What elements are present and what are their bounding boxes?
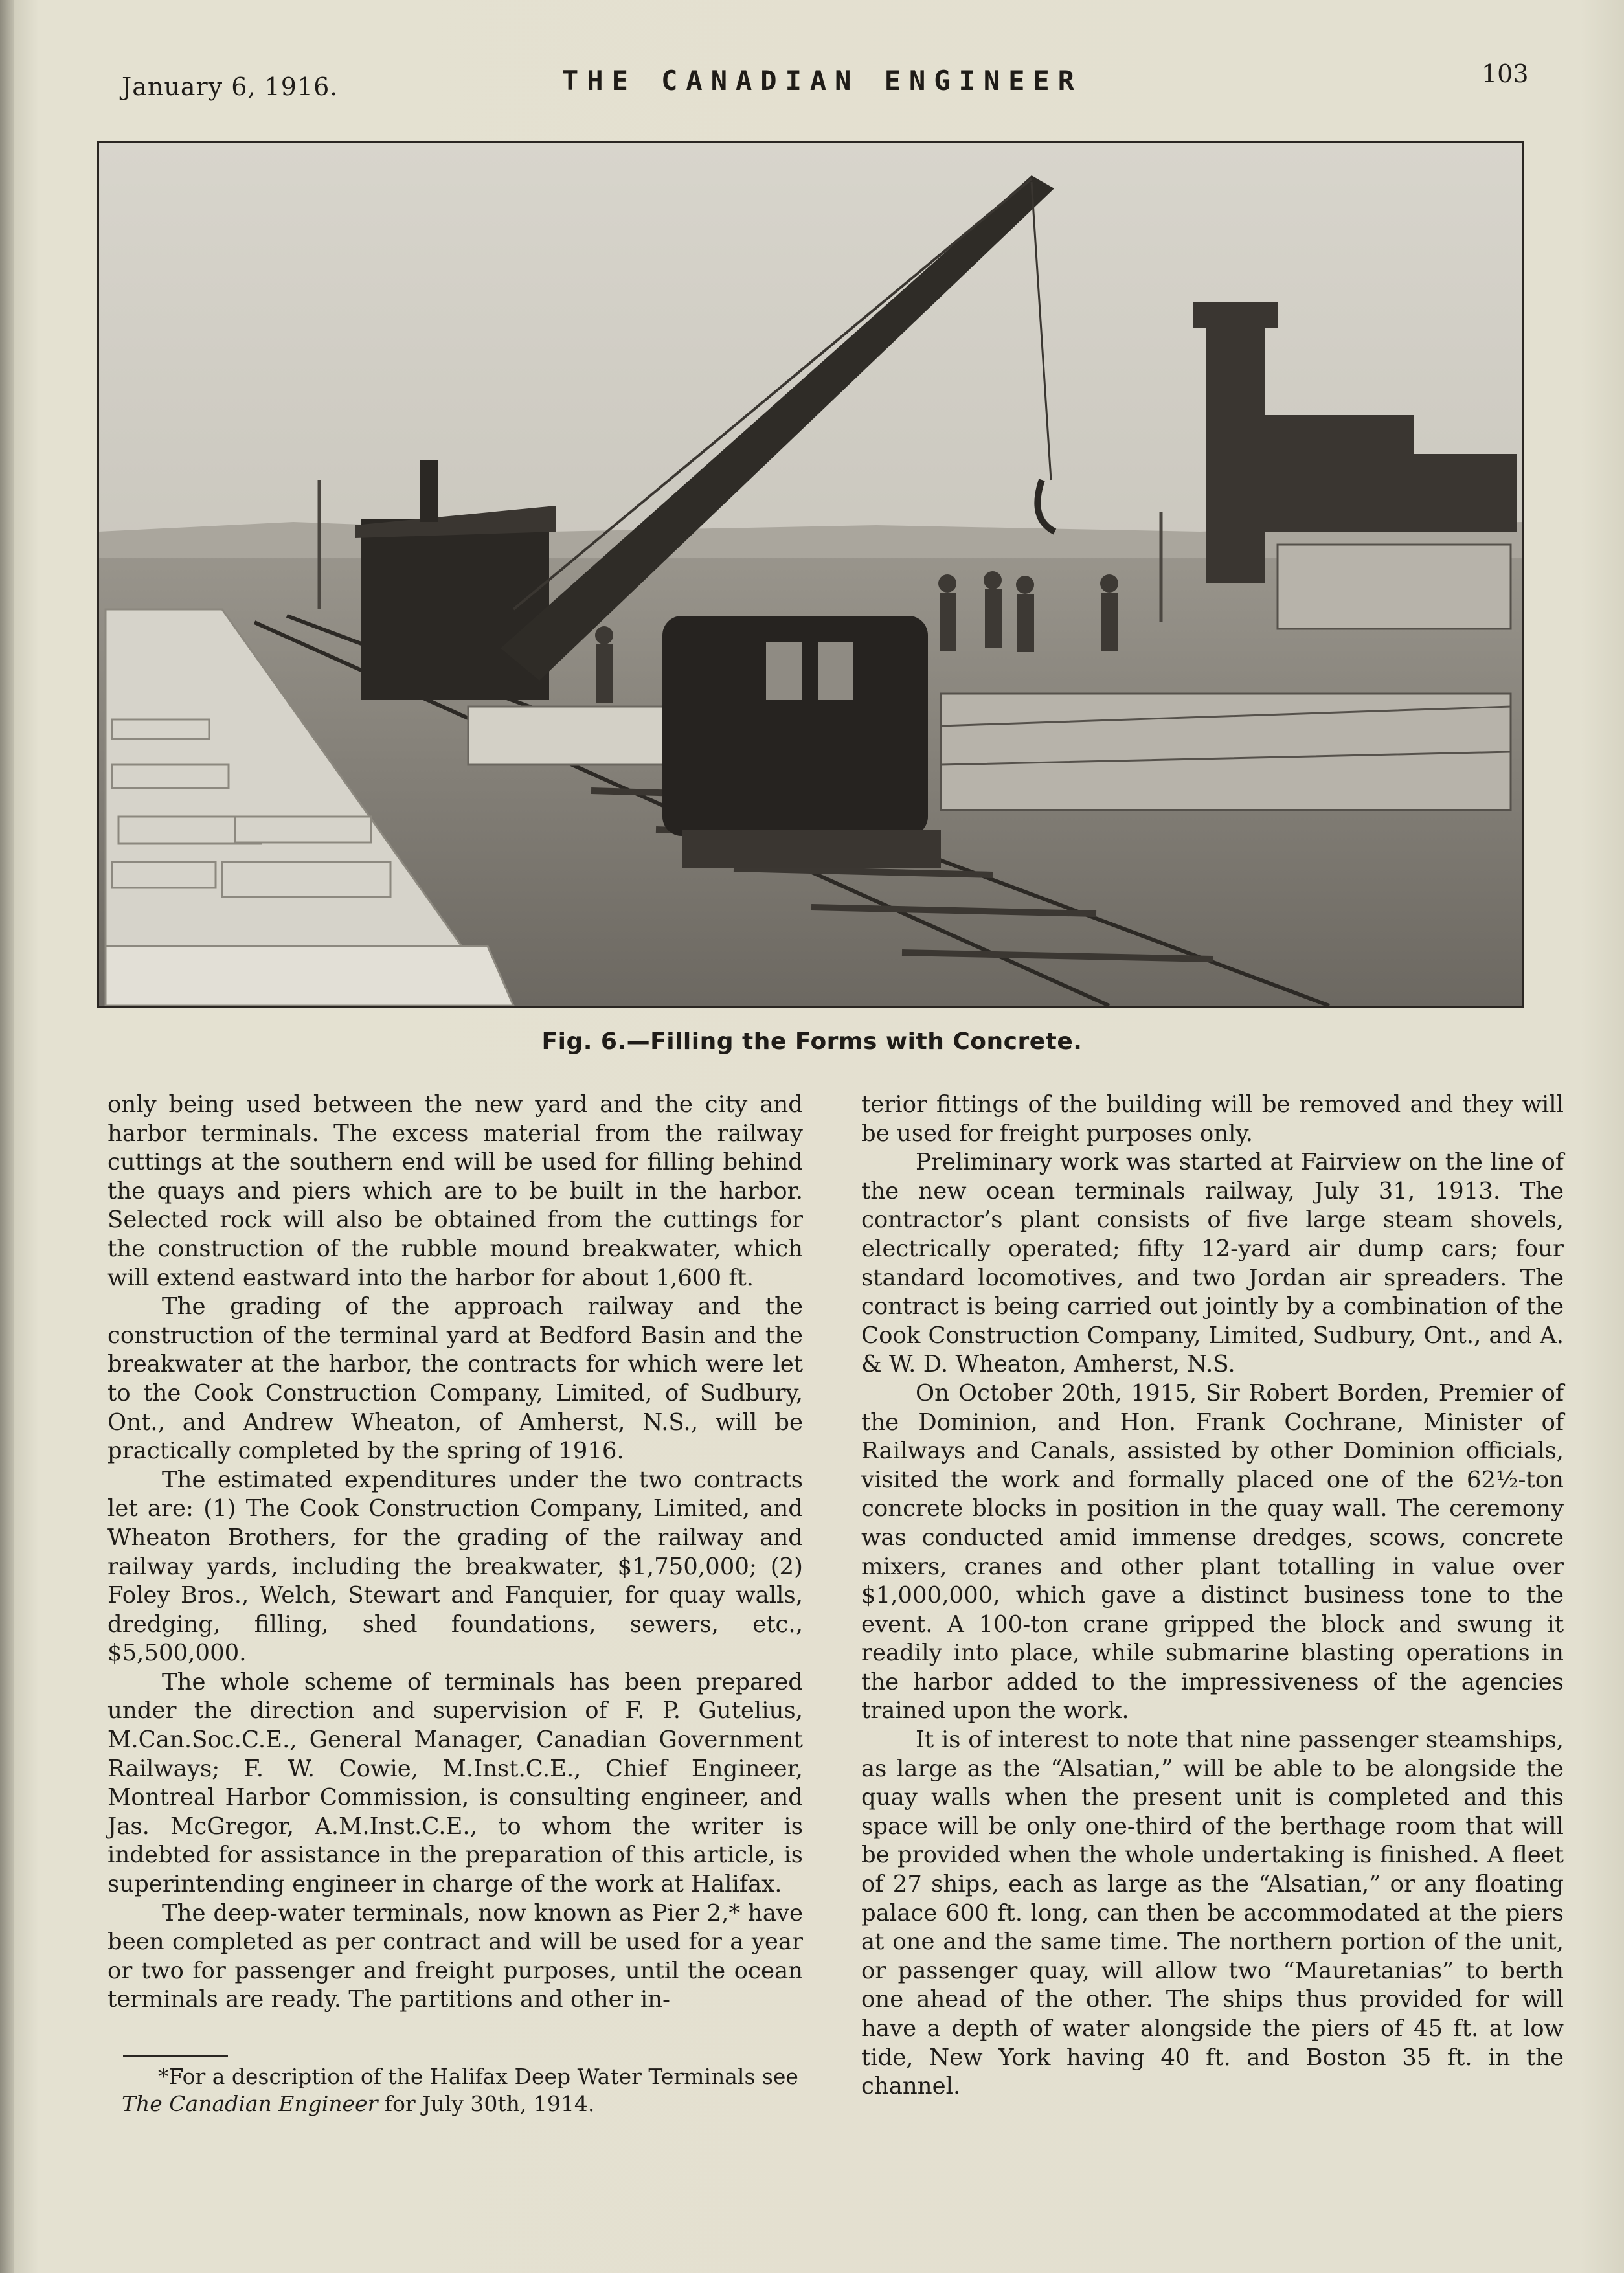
footnote xyxy=(122,2063,815,2118)
page-number: 103 xyxy=(1482,60,1529,88)
issue-date: January 6, 1916. xyxy=(122,73,339,101)
left-column xyxy=(107,1091,803,2015)
left-paragraph-2: The grading of the approach railway and the construction of the terminal yard at Bedford Basin and the breakwater at the harbor, the contracts for which were let to the Cook Construction Company, Limited, of Sudbury, Ont., and Andrew Wheaton, of Amherst, N.S., will be practically completed by the spring of 1916. xyxy=(107,1293,803,1465)
locomotive xyxy=(662,616,941,868)
left-paragraph-3: The estimated expenditures under the two contracts let are: (1) The Cook Construction Company, Limited, and Wheaton Brothers, for the grading of the railway and railway yards, including the breakwater, $1,750,000; (2) Foley Bros., Welch, Stewart and Fanquier, for quay walls, dredging, filling, shed foundations, sewers, etc., $5,500,000. xyxy=(107,1466,803,1667)
right-paragraph-3: On October 20th, 1915, Sir Robert Borden, Premier of the Dominion, and Hon. Frank Cochrane, Minister of Railways and Canals, assisted by other Dominion officials, visited the work and formally placed one of the 62½-ton concrete blocks in position in the quay wall. The ceremony was conducted amid immense dredges, scows, concrete mixers, cranes and other plant totalling in value over $1,000,000, which gave a distinct business tone to the event. A 100-ton crane gripped the block and swung it readily into place, while submarine blasting operations in the harbor added to the impressiveness of the agencies trained upon the work. xyxy=(861,1379,1564,1725)
right-paragraph-1: terior fittings of the building will be removed and they will be used for freight purposes only. xyxy=(861,1091,1564,1147)
footnote-rule xyxy=(123,2055,228,2057)
footnote-journal-title: The Canadian Engineer xyxy=(122,2091,378,2116)
footnote-text-before: *For a description of the Halifax Deep Water Terminals see xyxy=(158,2064,798,2089)
right-paragraph-4: It is of interest to note that nine passenger steamships, as large as the “Alsatian,” will be able to be alongside the quay walls when the present unit is completed and this space will be only one-third of the berthage room that will be provided when the whole undertaking is finished. A fleet of 27 ships, each as large as the “Alsatian,” or any floating palace 600 ft. long, can then be accommodated at the piers at one and the same time. The northern portion of the unit, or passenger quay, will allow two “Mauretanias” to berth one ahead of the other. The ships thus provided for will have a depth of water alongside the piers of 45 ft. at low tide, New York having 40 ft. and Boston 35 ft. in the channel. xyxy=(861,1726,1564,2100)
left-paragraph-4: The whole scheme of terminals has been prepared under the direction and supervision of F. P. Gutelius, M.Can.Soc.C.E., General Manager, Canadian Government Railways; F. W. Cowie, M.Inst.C.E., Chief Engineer, Montreal Harbor Commission, is consulting engineer, and Jas. McGregor, A.M.Inst.C.E., to whom the writer is indebted for assistance in the preparation of this article, is superintending engineer in charge of the work at Halifax. xyxy=(107,1668,803,1898)
left-paragraph-5: The deep-water terminals, now known as Pier 2,* have been completed as per contract and will be used for a year or two for passenger and freight purposes, until the ocean terminals are ready. The partitions and other in- xyxy=(107,1899,803,2013)
photo-illustration xyxy=(99,143,1522,1006)
footnote-text-after: for July 30th, 1914. xyxy=(378,2091,595,2116)
right-column xyxy=(861,1091,1564,2101)
right-paragraph-2: Preliminary work was started at Fairview on the line of the new ocean terminals railway, July 31, 1913. The contractor’s plant consists of five large steam shovels, electrically operated; fifty 12-yard air dump cars; four standard locomotives, and two Jordan air spreaders. The contract is being carried out jointly by a combination of the Cook Construction Company, Limited, Sudbury, Ont., and A. & W. D. Wheaton, Amherst, N.S. xyxy=(861,1149,1564,1378)
publication-title: THE CANADIAN ENGINEER xyxy=(562,65,1083,96)
figure-caption: Fig. 6.—Filling the Forms with Concrete. xyxy=(541,1028,1083,1055)
left-paragraph-1: only being used between the new yard and the city and harbor terminals. The excess material from the railway cuttings at the southern end will be used for filling behind the quays and piers which are to be built in the harbor. Selected rock will also be obtained from the cuttings for the construction of the rubble mound breakwater, which will extend eastward into the harbor for about 1,600 ft. xyxy=(107,1091,803,1291)
page-binding-edge xyxy=(0,0,14,2273)
construction-photo xyxy=(97,141,1524,1008)
